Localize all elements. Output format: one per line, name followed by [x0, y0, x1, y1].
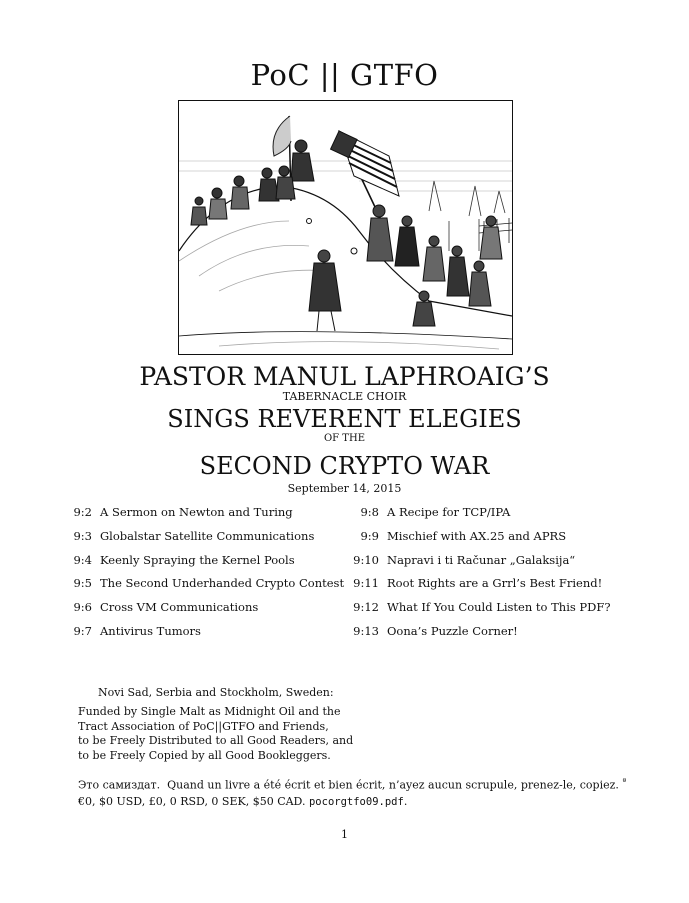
issue-date: September 14, 2015 — [287, 482, 402, 495]
toc-entry[interactable] — [340, 624, 611, 648]
magazine-title: PoC || GTFO — [250, 58, 439, 92]
toc-entry[interactable] — [340, 505, 611, 529]
imprint-line: Tract Association of PoC||GTFO and Friends, — [78, 719, 329, 733]
samizdat-text: Это самиздат. — [78, 778, 161, 792]
toc-entry[interactable] — [340, 529, 611, 553]
engraving-drawing — [179, 101, 512, 354]
toc-entry[interactable] — [70, 600, 344, 624]
headline-subline-1: TABERNACLE CHOIR — [282, 390, 407, 403]
toc-title: Antivirus Tumors — [100, 623, 201, 638]
headline-line-3: SECOND CRYPTO WAR — [199, 452, 490, 480]
notice-line-1 — [78, 774, 626, 794]
pdf-filename[interactable]: pocorgtfo09.pdf — [308, 795, 404, 808]
toc-title: The Second Underhanded Crypto Contest — [100, 576, 345, 591]
french-quote: Quand un livre a été écrit et bien écrit, n’ayez aucun scrupule, prenez-le, copiez. — [167, 778, 619, 792]
toc-entry[interactable] — [70, 624, 344, 648]
toc-number: 9:5 — [73, 576, 92, 591]
toc-title: Mischief with AX.25 and APRS — [387, 528, 567, 543]
toc-entry[interactable] — [340, 576, 611, 600]
headline-line-1: PASTOR MANUL LAPHROAIG’S — [139, 362, 550, 391]
imprint-line: to be Freely Distributed to all Good Readers, and — [78, 734, 354, 748]
toc-number: 9:3 — [73, 528, 92, 543]
toc-title: What If You Could Listen to This PDF? — [387, 600, 611, 615]
toc-entry[interactable] — [70, 576, 344, 600]
toc-number: 9:8 — [360, 505, 379, 519]
toc-title: Oona’s Puzzle Corner! — [387, 623, 518, 638]
table-of-contents-right — [340, 505, 611, 648]
imprint-line: to be Freely Copied by all Good Bookleggers. — [78, 749, 331, 763]
toc-number: 9:2 — [73, 505, 92, 519]
page-number: 1 — [341, 828, 348, 841]
table-of-contents-left — [70, 505, 344, 648]
prices-text: €0, $0 USD, £0, 0 RSD, 0 SEK, $50 CAD. — [78, 794, 306, 808]
toc-entry[interactable] — [70, 505, 344, 529]
copy-notice — [78, 774, 626, 810]
toc-entry[interactable] — [70, 529, 344, 553]
toc-entry[interactable] — [340, 600, 611, 624]
footnote-mark: ª — [622, 777, 627, 786]
toc-number: 9:12 — [353, 600, 379, 615]
toc-number: 9:9 — [360, 528, 379, 543]
toc-title: Keenly Spraying the Kernel Pools — [100, 552, 295, 567]
toc-number: 9:7 — [73, 623, 92, 638]
notice-line-2 — [78, 794, 626, 810]
toc-entry[interactable] — [340, 553, 611, 577]
toc-number: 9:13 — [353, 623, 379, 638]
toc-title: A Sermon on Newton and Turing — [100, 505, 293, 519]
imprint-line: Funded by Single Malt as Midnight Oil and the — [78, 704, 341, 718]
imprint-block — [78, 686, 353, 764]
toc-number: 9:10 — [353, 552, 379, 567]
toc-entry[interactable] — [70, 553, 344, 577]
snowball-fight-illustration — [178, 100, 513, 355]
toc-number: 9:6 — [73, 600, 92, 615]
headline-subline-2: OF THE — [323, 433, 365, 444]
toc-title: Napravi i ti Računar „Galaksija“ — [387, 552, 576, 567]
toc-number: 9:4 — [73, 552, 92, 567]
notice-end: . — [403, 794, 408, 808]
imprint-place: Novi Sad, Serbia and Stockholm, Sweden: — [98, 686, 334, 699]
toc-number: 9:11 — [353, 576, 379, 591]
toc-title: A Recipe for TCP/IPA — [387, 505, 511, 519]
toc-title: Cross VM Communications — [100, 600, 259, 615]
toc-title: Root Rights are a Grrl’s Best Friend! — [387, 576, 603, 591]
headline-line-2: SINGS REVERENT ELEGIES — [167, 405, 522, 433]
toc-title: Globalstar Satellite Communications — [100, 528, 315, 543]
